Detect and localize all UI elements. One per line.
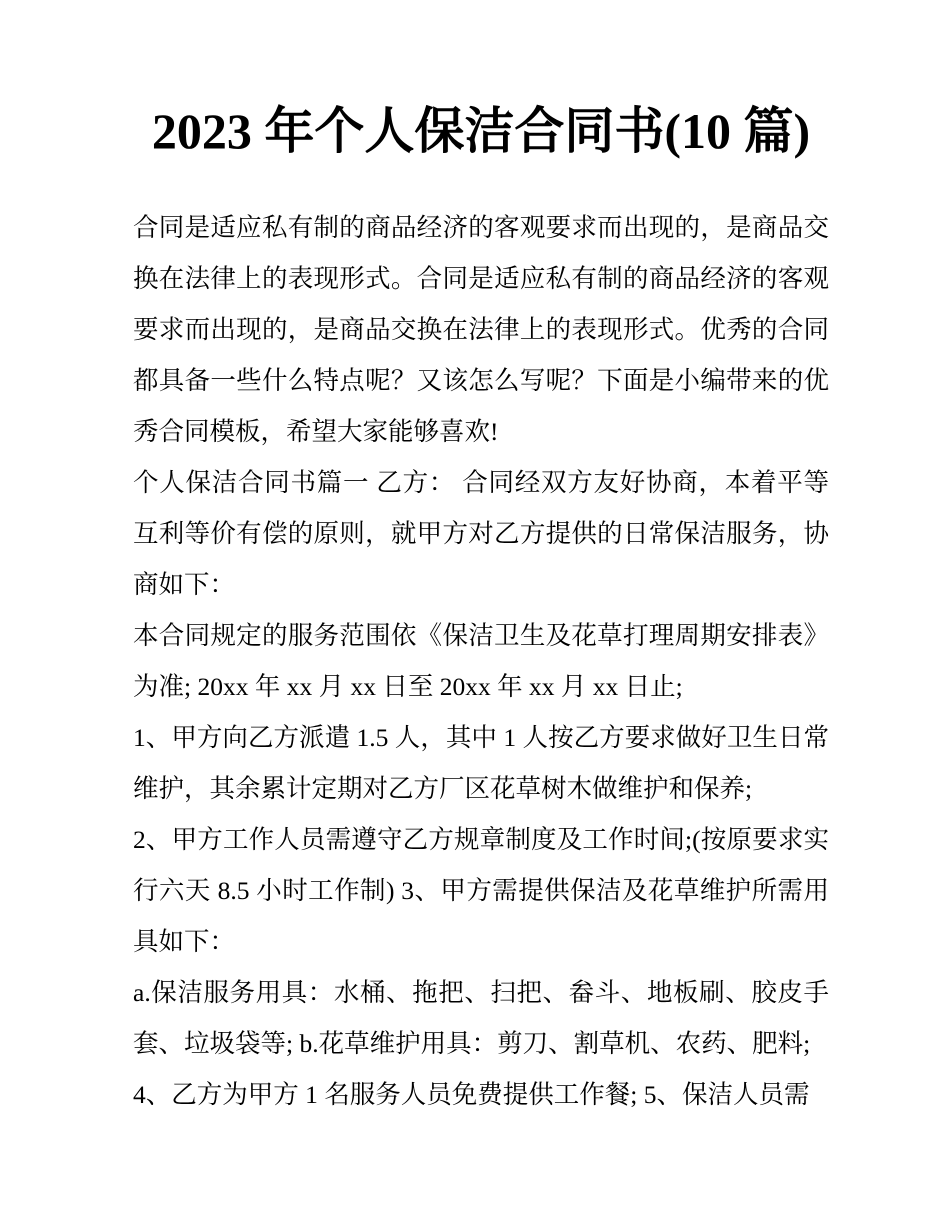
document-body <box>133 202 829 1120</box>
body-paragraph-clause-2-3: 2、甲方工作人员需遵守乙方规章制度及工作时间;(按原要求实行六天 8.5 小时工作制) 3、甲方需提供保洁及花草维护所需用具如下： <box>133 825 829 956</box>
body-paragraph-tools-list: a.保洁服务用具：水桶、拖把、扫把、畚斗、地板刷、胶皮手套、垃圾袋等; b.花草维护用具：剪刀、割草机、农药、肥料; <box>133 978 829 1058</box>
document-title: 2023 年个人保洁合同书(10 篇) <box>151 103 811 159</box>
body-paragraph-service-scope: 本合同规定的服务范围依《保洁卫生及花草打理周期安排表》为准; 20xx 年 xx 月 xx 日至 20xx 年 xx 月 xx 日止; <box>133 621 829 701</box>
body-paragraph-intro: 合同是适应私有制的商品经济的客观要求而出现的，是商品交换在法律上的表现形式。合同是适应私有制的商品经济的客观要求而出现的，是商品交换在法律上的表现形式。优秀的合同都具备一些什么特点呢？又该怎么写呢？下面是小编带来的优秀合同模板，希望大家能够喜欢! <box>133 213 829 446</box>
document-content <box>133 0 829 1120</box>
body-paragraph-clause-4-5: 4、乙方为甲方 1 名服务人员免费提供工作餐; 5、保洁人员需 <box>133 1080 810 1109</box>
body-paragraph-clause-1: 1、甲方向乙方派遣 1.5 人，其中 1 人按乙方要求做好卫生日常维护，其余累计定期对乙方厂区花草树木做维护和保养; <box>133 723 829 803</box>
body-paragraph-section-one-opening: 个人保洁合同书篇一 乙方： 合同经双方友好协商，本着平等互利等价有偿的原则，就甲方对乙方提供的日常保洁服务，协商如下： <box>133 468 829 599</box>
